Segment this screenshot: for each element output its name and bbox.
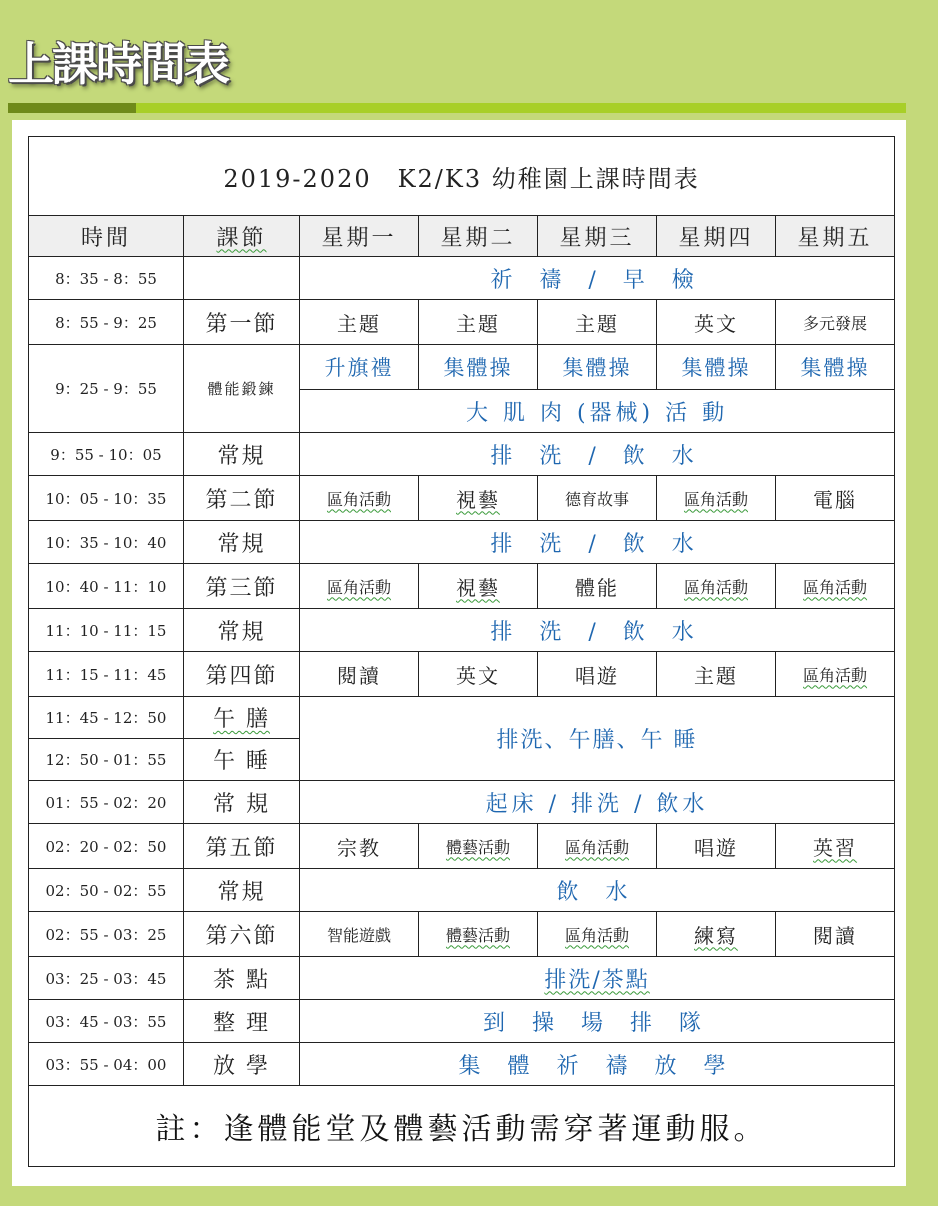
period-cell: 放 學 [184, 1043, 300, 1086]
timetable-heading: 2019-2020 K2/K3 幼稚園上課時間表 [29, 137, 895, 216]
time-cell: 01：55 - 02：20 [29, 781, 184, 824]
table-row [29, 652, 895, 697]
table-row [29, 912, 895, 957]
subject-cell: 多元發展 [776, 300, 895, 345]
header-time: 時間 [29, 216, 184, 257]
time-cell: 11：10 - 11：15 [29, 609, 184, 652]
activity-cell: 祈 禱 / 早 檢 [300, 257, 895, 300]
subject-cell: 宗教 [300, 824, 419, 869]
period-cell: 常規 [184, 869, 300, 912]
period-cell: 午 睡 [184, 739, 300, 781]
subject-cell: 區角活動 [300, 564, 419, 609]
subject-cell: 體能 [538, 564, 657, 609]
time-cell: 8：55 - 9：25 [29, 300, 184, 345]
subject-cell: 閱讀 [776, 912, 895, 957]
subject-cell: 唱遊 [538, 652, 657, 697]
activity-cell: 大 肌 肉 (器械) 活 動 [300, 390, 895, 433]
subject-cell: 體藝活動 [419, 912, 538, 957]
subject-cell: 區角活動 [776, 652, 895, 697]
period-cell: 常 規 [184, 781, 300, 824]
page-title: 上課時間表 [8, 37, 228, 91]
activity-cell: 集 體 祈 禱 放 學 [300, 1043, 895, 1086]
time-cell: 9：55 - 10：05 [29, 433, 184, 476]
time-cell: 10：40 - 11：10 [29, 564, 184, 609]
period-cell: 常規 [184, 433, 300, 476]
time-cell: 9：25 - 9：55 [29, 345, 184, 433]
subject-cell: 英習 [776, 824, 895, 869]
subject-cell: 英文 [657, 300, 776, 345]
time-cell: 10：05 - 10：35 [29, 476, 184, 521]
period-cell: 第三節 [184, 564, 300, 609]
subject-cell: 區角活動 [538, 824, 657, 869]
header-wednesday: 星期三 [538, 216, 657, 257]
activity-cell: 排 洗 / 飲 水 [300, 521, 895, 564]
activity-cell: 排洗、午膳、午 睡 [300, 697, 895, 781]
activity-cell: 排 洗 / 飲 水 [300, 609, 895, 652]
subject-cell: 主題 [300, 300, 419, 345]
activity-cell: 起床 / 排洗 / 飲水 [300, 781, 895, 824]
subject-cell: 主題 [657, 652, 776, 697]
period-cell: 整 理 [184, 1000, 300, 1043]
subject-cell: 練寫 [657, 912, 776, 957]
header-friday: 星期五 [776, 216, 895, 257]
subject-cell: 德育故事 [538, 476, 657, 521]
timetable [28, 136, 895, 1167]
table-row [29, 697, 895, 739]
title-underline-light [136, 103, 906, 113]
header-period: 課節 [184, 216, 300, 257]
subject-cell: 集體操 [419, 345, 538, 390]
table-row [29, 300, 895, 345]
time-cell: 11：45 - 12：50 [29, 697, 184, 739]
time-cell: 02：50 - 02：55 [29, 869, 184, 912]
title-underline-dark [8, 103, 136, 113]
subject-cell: 集體操 [776, 345, 895, 390]
header-thursday: 星期四 [657, 216, 776, 257]
table-row [29, 564, 895, 609]
subject-cell: 智能遊戲 [300, 912, 419, 957]
period-cell: 茶 點 [184, 957, 300, 1000]
activity-cell: 排洗/茶點 [300, 957, 895, 1000]
subject-cell: 體藝活動 [419, 824, 538, 869]
subject-cell: 區角活動 [657, 476, 776, 521]
header-row [29, 216, 895, 257]
activity-cell: 排 洗 / 飲 水 [300, 433, 895, 476]
time-cell: 11：15 - 11：45 [29, 652, 184, 697]
table-row [29, 257, 895, 300]
table-row [29, 957, 895, 1000]
subject-cell: 集體操 [657, 345, 776, 390]
period-cell: 第五節 [184, 824, 300, 869]
table-row [29, 345, 895, 390]
time-cell: 10：35 - 10：40 [29, 521, 184, 564]
table-row [29, 1043, 895, 1086]
subject-cell: 英文 [419, 652, 538, 697]
period-cell: 第二節 [184, 476, 300, 521]
subject-cell: 區角活動 [657, 564, 776, 609]
subject-cell: 視藝 [419, 476, 538, 521]
subject-cell: 視藝 [419, 564, 538, 609]
table-row [29, 521, 895, 564]
subject-cell: 閱讀 [300, 652, 419, 697]
period-cell: 常規 [184, 609, 300, 652]
table-row [29, 824, 895, 869]
table-row [29, 781, 895, 824]
time-cell: 03：25 - 03：45 [29, 957, 184, 1000]
time-cell: 03：45 - 03：55 [29, 1000, 184, 1043]
period-cell: 第一節 [184, 300, 300, 345]
period-cell [184, 257, 300, 300]
subject-cell: 電腦 [776, 476, 895, 521]
subject-cell: 主題 [538, 300, 657, 345]
subject-cell: 主題 [419, 300, 538, 345]
subject-cell: 集體操 [538, 345, 657, 390]
period-cell: 第六節 [184, 912, 300, 957]
time-cell: 02：20 - 02：50 [29, 824, 184, 869]
period-cell: 體能鍛鍊 [184, 345, 300, 433]
subject-cell: 區角活動 [300, 476, 419, 521]
header-monday: 星期一 [300, 216, 419, 257]
period-cell: 常規 [184, 521, 300, 564]
period-cell: 第四節 [184, 652, 300, 697]
subject-cell: 唱遊 [657, 824, 776, 869]
time-cell: 03：55 - 04：00 [29, 1043, 184, 1086]
table-row [29, 869, 895, 912]
subject-cell: 升旗禮 [300, 345, 419, 390]
subject-cell: 區角活動 [538, 912, 657, 957]
time-cell: 12：50 - 01：55 [29, 739, 184, 781]
period-cell: 午 膳 [184, 697, 300, 739]
table-row [29, 609, 895, 652]
time-cell: 02：55 - 03：25 [29, 912, 184, 957]
header-tuesday: 星期二 [419, 216, 538, 257]
activity-cell: 到 操 場 排 隊 [300, 1000, 895, 1043]
table-row [29, 1000, 895, 1043]
table-row [29, 476, 895, 521]
subject-cell: 區角活動 [776, 564, 895, 609]
table-row [29, 433, 895, 476]
timetable-sheet [12, 120, 906, 1186]
time-cell: 8：35 - 8：55 [29, 257, 184, 300]
activity-cell: 飲 水 [300, 869, 895, 912]
footnote: 註：逢體能堂及體藝活動需穿著運動服。 [29, 1086, 895, 1167]
